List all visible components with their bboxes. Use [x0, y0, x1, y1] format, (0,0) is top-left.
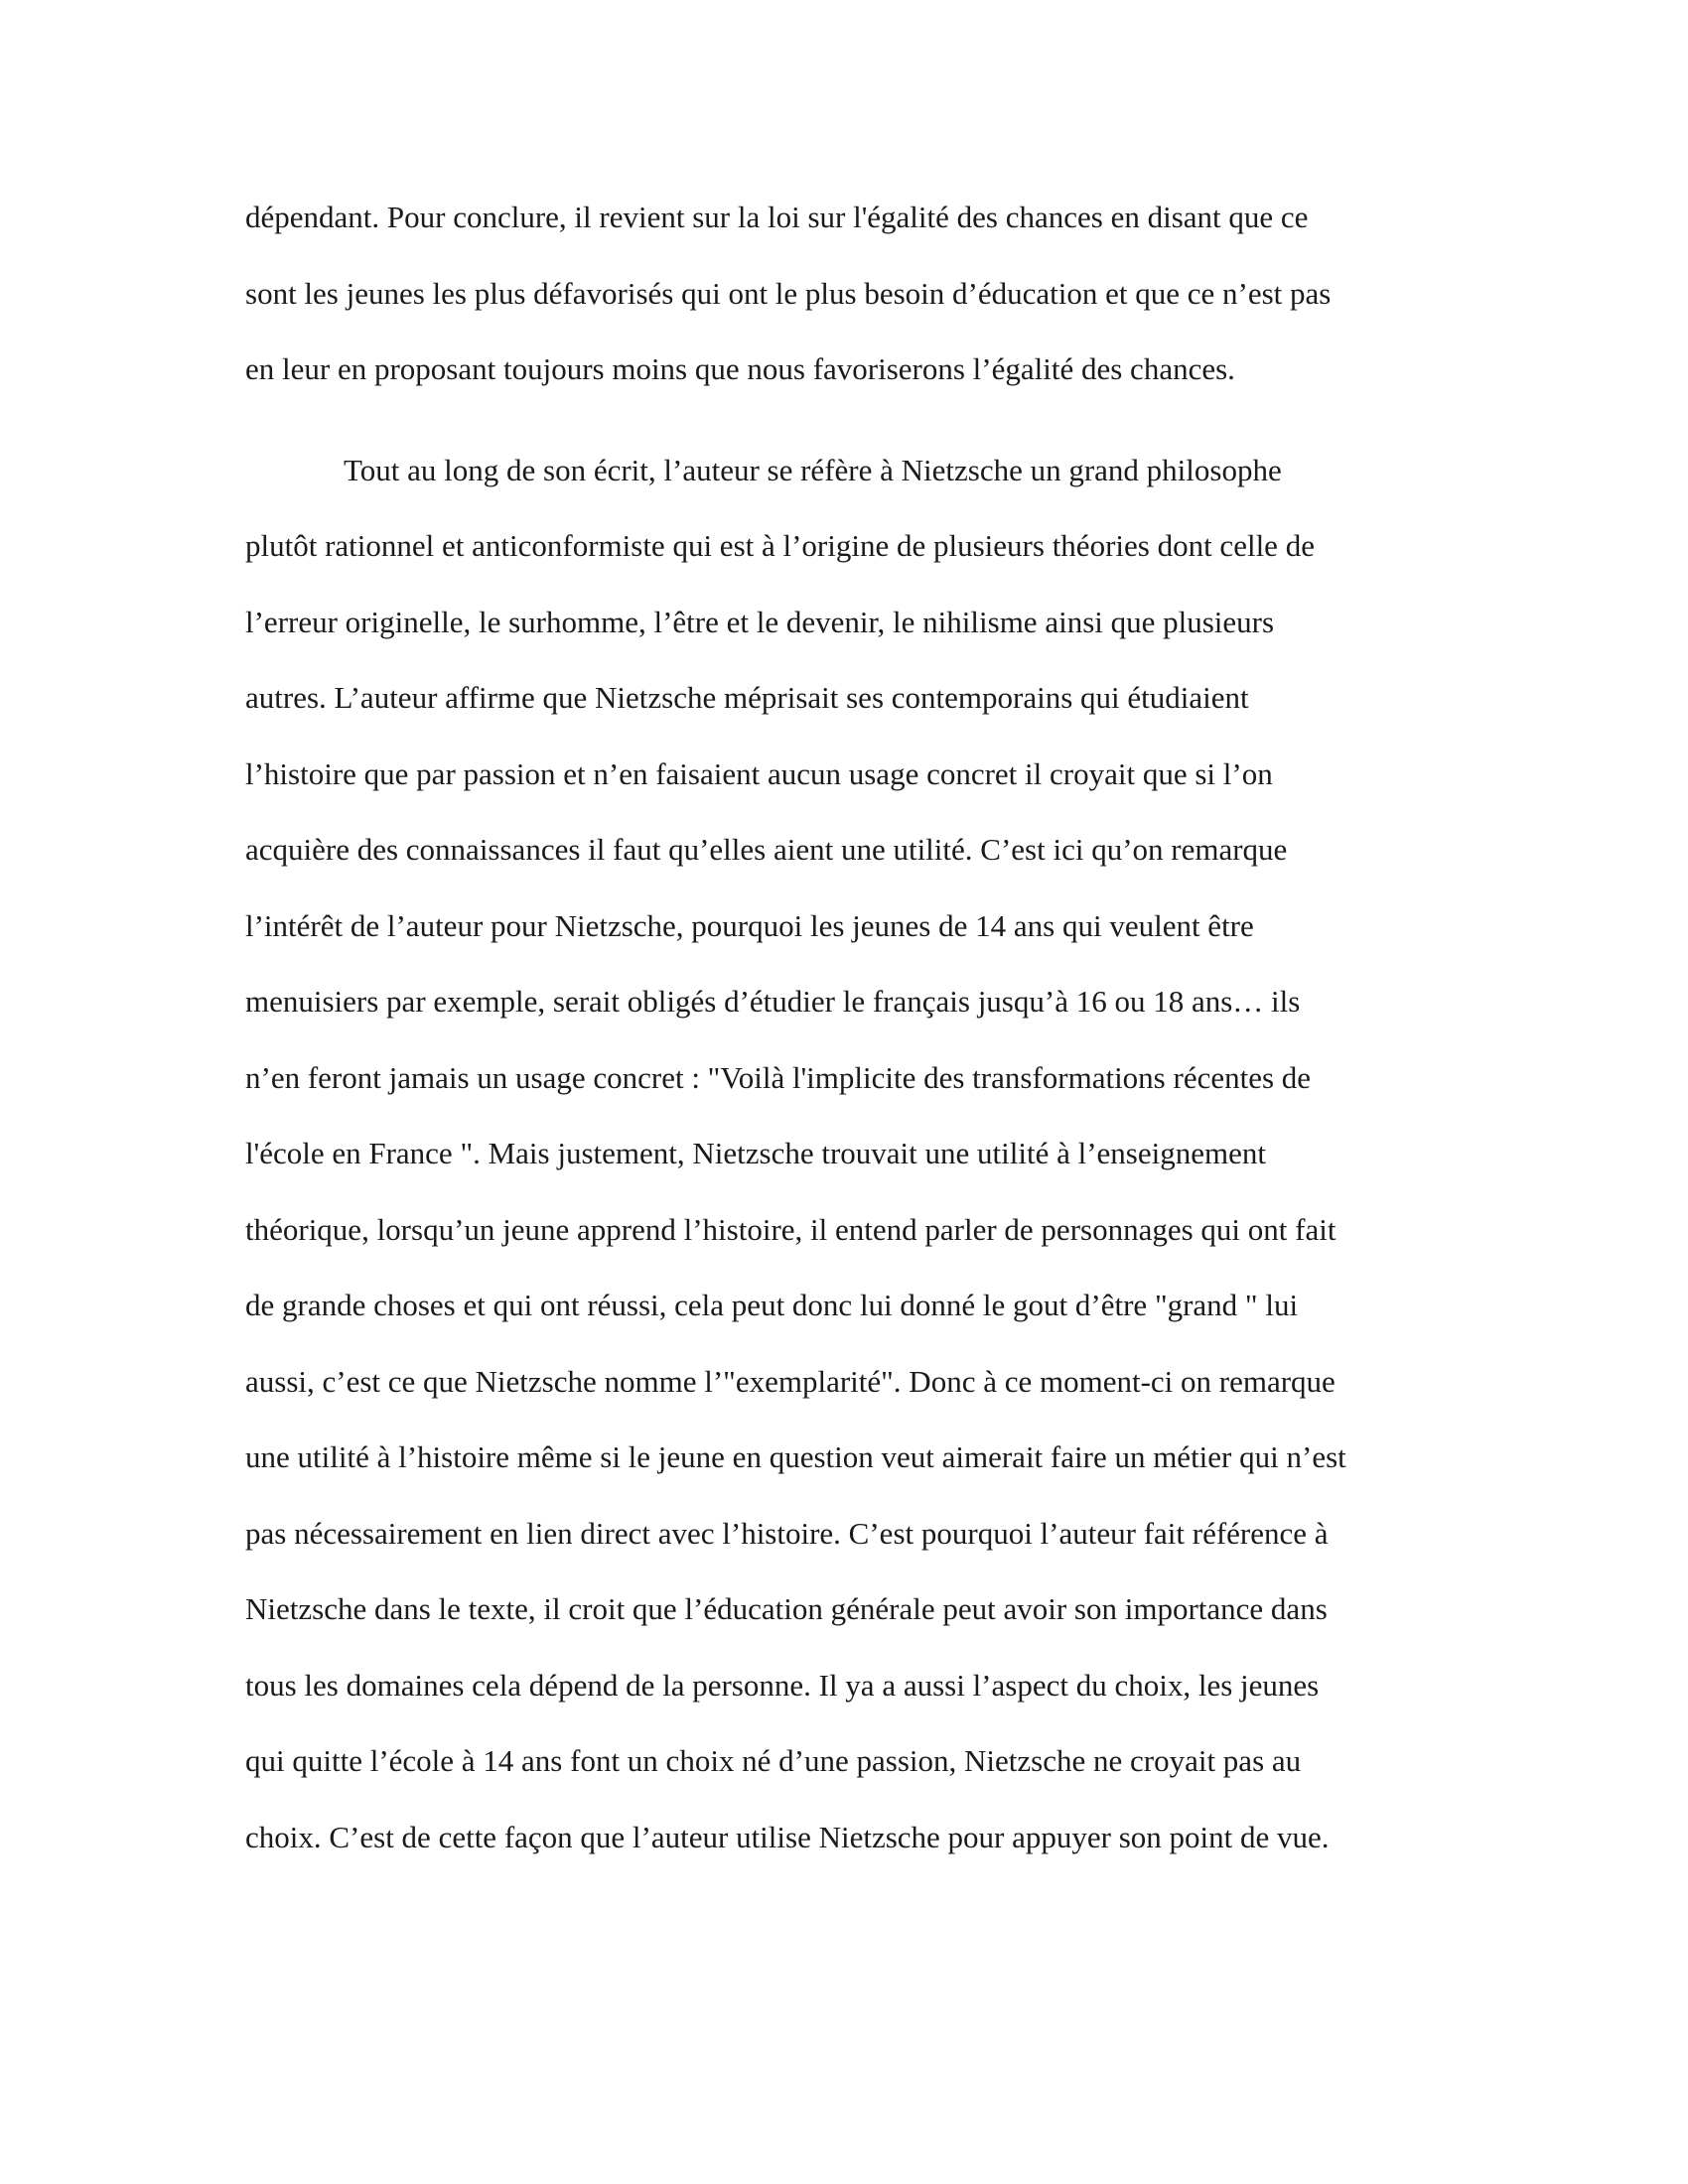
paragraph-spacer [245, 420, 1452, 445]
paragraph-line: l’histoire que par passion et n’en faisaient aucun usage concret il croyait que si l’on [245, 755, 1273, 791]
paragraph-line: dépendant. Pour conclure, il revient sur la loi sur l'égalité des chances en disant que ce [245, 200, 1309, 234]
paragraph-line: plutôt rationnel et anticonformiste qui est à l’origine de plusieurs théories dont celle de [245, 528, 1315, 563]
paragraph-line: tous les domaines cela dépend de la personne. Il ya a aussi l’aspect du choix, les jeunes [245, 1667, 1320, 1703]
paragraph-line: en leur en proposant toujours moins que nous favoriserons l’égalité des chances. [245, 351, 1235, 386]
paragraph-line: Tout au long de son écrit, l’auteur se réfère à Nietzsche un grand philosophe [344, 452, 1282, 487]
paragraph-line: aussi, c’est ce que Nietzsche nomme l’"exemplarité". Donc à ce moment-ci on remarque [245, 1363, 1336, 1399]
paragraph-line: choix. C’est de cette façon que l’auteur utilise Nietzsche pour appuyer son point de vue. [245, 1819, 1330, 1854]
paragraph-line: autres. L’auteur affirme que Nietzsche méprisait ses contemporains qui étudiaient [245, 680, 1249, 715]
paragraph-2 [245, 445, 1452, 1888]
paragraph-line: qui quitte l’école à 14 ans font un choix né d’une passion, Nietzsche ne croyait pas au [245, 1743, 1302, 1778]
paragraph-line: l’erreur originelle, le surhomme, l’être et le devenir, le nihilisme ainsi que plusieurs [245, 604, 1275, 639]
paragraph-line: n’en feront jamais un usage concret : "Voilà l'implicite des transformations récentes de [245, 1059, 1312, 1095]
paragraph-line: l'école en France ". Mais justement, Nietzsche trouvait une utilité à l’enseignement [245, 1136, 1266, 1170]
paragraph-line: Nietzsche dans le texte, il croit que l’éducation générale peut avoir son importance dans [245, 1591, 1328, 1626]
paragraph-line: pas nécessairement en lien direct avec l’histoire. C’est pourquoi l’auteur fait référence à [245, 1515, 1329, 1551]
paragraph-line: de grande choses et qui ont réussi, cela peut donc lui donné le gout d’être "grand " lui [245, 1288, 1299, 1322]
paragraph-line: l’intérêt de l’auteur pour Nietzsche, pourquoi les jeunes de 14 ans qui veulent être [245, 907, 1254, 943]
document-body [245, 192, 1452, 1887]
paragraph-line: une utilité à l’histoire même si le jeune en question veut aimerait faire un métier qui n’est [245, 1439, 1346, 1474]
paragraph-line: acquière des connaissances il faut qu’elles aient une utilité. C’est ici qu’on remarque [245, 832, 1288, 867]
paragraph-line: sont les jeunes les plus défavorisés qui ont le plus besoin d’éducation et que ce n’est pas [245, 275, 1332, 311]
paragraph-line: théorique, lorsqu’un jeune apprend l’histoire, il entend parler de personnages qui ont fait [245, 1211, 1336, 1247]
paragraph-line: menuisiers par exemple, serait obligés d’étudier le français jusqu’à 16 ou 18 ans… ils [245, 984, 1301, 1019]
paragraph-1 [245, 192, 1452, 420]
